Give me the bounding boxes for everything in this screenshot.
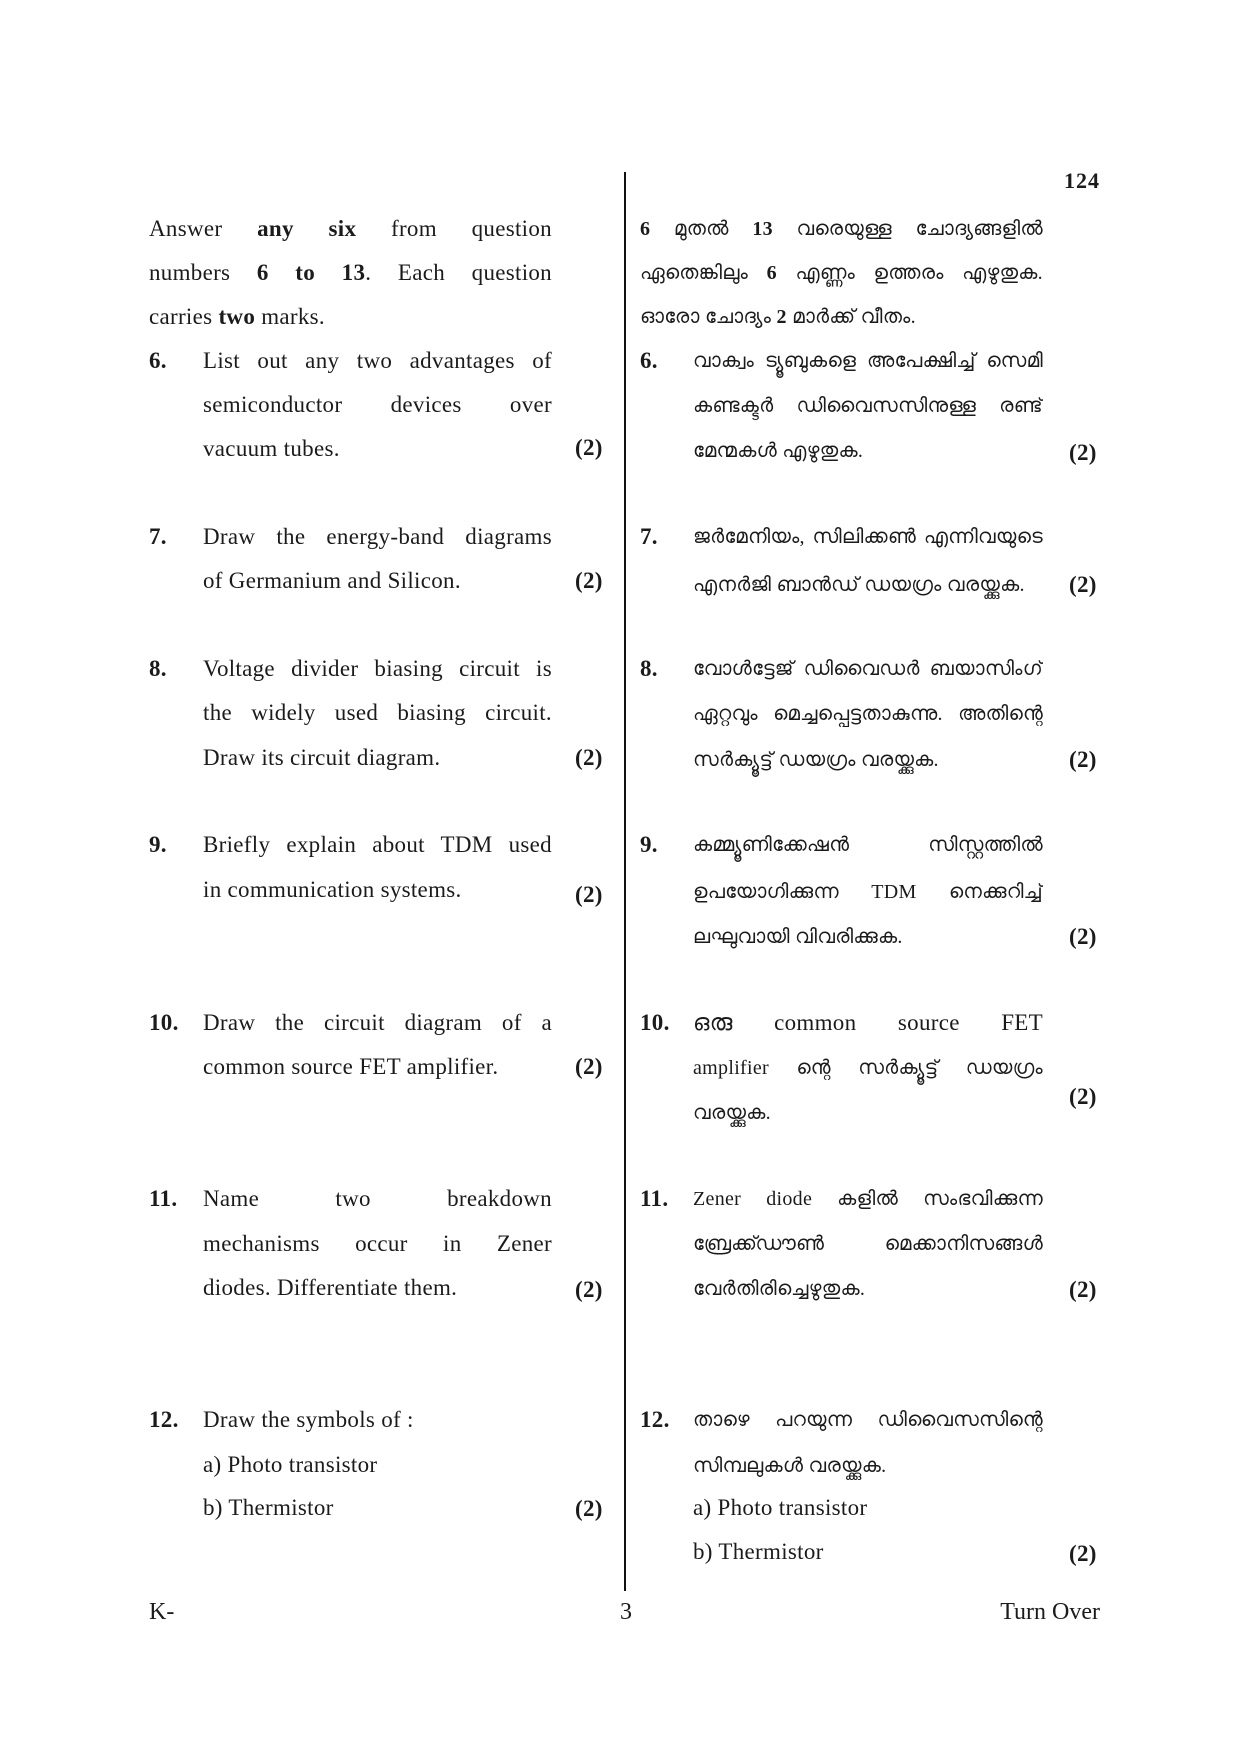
ml-instr-text: ഏതെങ്കിലും (640, 262, 749, 284)
ml-q10-line-2: amplifier ന്റെ സർക്യൂട്ട് ഡയഗ്രം (693, 1057, 1043, 1079)
en-instr-text: . Each question (365, 260, 552, 285)
en-q11-line-1: Name two breakdown (203, 1186, 552, 1211)
en-q10-number: 10. (149, 1010, 179, 1035)
ml-q6-line-2: കണ്ടക്ടർ ഡിവൈസസിനുള്ള രണ്ട് (693, 395, 1043, 417)
en-instructions-line-1 (149, 209, 552, 249)
ml-q10-line-1: ഒരു common source FET (693, 1010, 1043, 1035)
ml-q6-marks: (2) (1069, 440, 1097, 465)
ml-instr-text: മാർക്ക് വീതം. (792, 306, 916, 328)
en-q9-number: 9. (149, 832, 167, 857)
en-instructions-line-2 (149, 253, 552, 293)
en-instr-text: Answer (149, 216, 223, 241)
ml-q7-line-1: ജർമേനിയം, സിലിക്കൺ എന്നിവയുടെ (693, 526, 1043, 548)
ml-instr-text: വരെയുള്ള ചോദ്യങ്ങളിൽ (796, 218, 1043, 240)
ml-instr-text: ഓരോ ചോദ്യം (640, 306, 772, 328)
ml-q8-line-1: വോൾട്ടേജ് ഡിവൈഡർ ബയാസിംഗ് (693, 658, 1043, 680)
ml-q11-line-1: Zener diode കളിൽ സംഭവിക്കുന്ന (693, 1188, 1043, 1210)
en-instr-text: carries (149, 304, 213, 329)
en-instr-bold: 6 to 13 (256, 260, 366, 285)
en-q7-number: 7. (149, 524, 167, 549)
en-instructions-line-3 (149, 297, 552, 337)
en-instr-bold: two (218, 304, 256, 329)
en-q11-line-3: diodes. Differentiate them. (203, 1275, 458, 1300)
en-instr-bold: any six (257, 216, 357, 241)
en-q7-line-1: Draw the energy-band diagrams (203, 524, 552, 549)
ml-instr-bold: 6 (766, 262, 777, 284)
en-q12-number: 12. (149, 1407, 179, 1432)
ml-q8-line-2: ഏറ്റവും മെച്ചപ്പെട്ടതാകുന്നു. അതിന്റെ (693, 703, 1043, 725)
ml-q8-number: 8. (640, 656, 658, 681)
ml-instr-bold: 13 (752, 218, 773, 240)
ml-q10-number: 10. (640, 1010, 670, 1035)
ml-instr-bold: 2 (776, 306, 787, 328)
page-number-header: 124 (1064, 168, 1100, 193)
ml-q11-line-3: വേർതിരിച്ചെഴുതുക. (693, 1278, 866, 1300)
en-q9-line-2: in communication systems. (203, 877, 462, 902)
en-q10-line-2: common source FET amplifier. (203, 1054, 499, 1079)
en-q10-line-1: Draw the circuit diagram of a (203, 1010, 552, 1035)
en-q6-line-2: semiconductor devices over (203, 392, 552, 417)
ml-q9-line-2: ഉപയോഗിക്കുന്ന TDM നെക്കുറിച്ച് (693, 881, 1043, 903)
ml-q10-marks: (2) (1069, 1084, 1097, 1109)
en-q10-marks: (2) (575, 1054, 603, 1079)
ml-q12-line-1: താഴെ പറയുന്ന ഡിവൈസസിന്റെ (693, 1409, 1043, 1431)
en-q6-line-1: List out any two advantages of (203, 348, 552, 373)
ml-q8-marks: (2) (1069, 747, 1097, 772)
ml-q7-marks: (2) (1069, 572, 1097, 597)
ml-q11-line-2: ബ്രേക്ക്ഡൗൺ മെക്കാനിസങ്ങൾ (693, 1233, 1043, 1255)
ml-q12-marks: (2) (1069, 1541, 1097, 1566)
en-q6-marks: (2) (575, 435, 603, 460)
en-q7-marks: (2) (575, 568, 603, 593)
en-q11-line-2: mechanisms occur in Zener (203, 1231, 552, 1256)
en-q8-line-2: the widely used biasing circuit. (203, 700, 552, 725)
ml-q12-option-a: a) Photo transistor (693, 1495, 868, 1520)
en-q6-line-3: vacuum tubes. (203, 436, 340, 461)
en-q11-marks: (2) (575, 1277, 603, 1302)
en-instr-text: from question (390, 216, 552, 241)
en-q8-line-1: Voltage divider biasing circuit is (203, 656, 552, 681)
ml-q12-option-b: b) Thermistor (693, 1539, 824, 1564)
ml-q9-number: 9. (640, 832, 658, 857)
en-q12-option-a: a) Photo transistor (203, 1452, 378, 1477)
ml-q10-line-3: വരയ്ക്കുക. (693, 1102, 771, 1124)
ml-q7-line-2: എനർജി ബാൻഡ് ഡയഗ്രം വരയ്ക്കുക. (693, 574, 1025, 596)
ml-q11-marks: (2) (1069, 1277, 1097, 1302)
en-q8-marks: (2) (575, 745, 603, 770)
en-q9-marks: (2) (575, 882, 603, 907)
footer-code: K- (149, 1599, 175, 1625)
ml-instr-text: എണ്ണം ഉത്തരം എഴുതുക. (795, 262, 1043, 284)
ml-q6-number: 6. (640, 348, 658, 373)
ml-q8-line-3: സർക്യൂട്ട് ഡയഗ്രം വരയ്ക്കുക. (693, 749, 939, 771)
en-q12-option-b: b) Thermistor (203, 1495, 334, 1520)
en-q6-number: 6. (149, 348, 167, 373)
footer-turn-over: Turn Over (1000, 1599, 1100, 1625)
ml-q12-line-2: സിമ്പലുകൾ വരയ്ക്കുക. (693, 1455, 887, 1477)
en-q8-number: 8. (149, 656, 167, 681)
ml-q6-line-3: മേന്മകൾ എഴുതുക. (693, 440, 864, 462)
ml-q9-line-3: ലഘുവായി വിവരിക്കുക. (693, 926, 903, 948)
ml-q9-line-1: കമ്മ്യൂണിക്കേഷൻ സിസ്റ്റത്തിൽ (693, 834, 1043, 856)
ml-q9-marks: (2) (1069, 924, 1097, 949)
ml-q11-number: 11. (640, 1186, 669, 1211)
en-q12-marks: (2) (575, 1496, 603, 1521)
en-q9-line-1: Briefly explain about TDM used (203, 832, 552, 857)
en-q11-number: 11. (149, 1186, 178, 1211)
en-instr-text: marks. (261, 304, 325, 329)
en-q8-line-3: Draw its circuit diagram. (203, 745, 441, 770)
column-divider (624, 172, 626, 1591)
ml-instructions-line-2 (640, 253, 1043, 293)
ml-instructions-line-3 (640, 297, 1043, 337)
ml-instructions-line-1 (640, 209, 1043, 249)
ml-q6-line-1: വാക്വം ട്യൂബുകളെ അപേക്ഷിച്ച് സെമി (693, 350, 1043, 372)
en-q12-line-1: Draw the symbols of : (203, 1407, 414, 1432)
en-q7-line-2: of Germanium and Silicon. (203, 568, 461, 593)
ml-q12-number: 12. (640, 1407, 670, 1432)
en-instr-text: numbers (149, 260, 231, 285)
ml-instr-text: മുതൽ (673, 218, 729, 240)
ml-instr-bold: 6 (640, 218, 651, 240)
ml-q7-number: 7. (640, 524, 658, 549)
footer-page-number: 3 (620, 1599, 632, 1625)
